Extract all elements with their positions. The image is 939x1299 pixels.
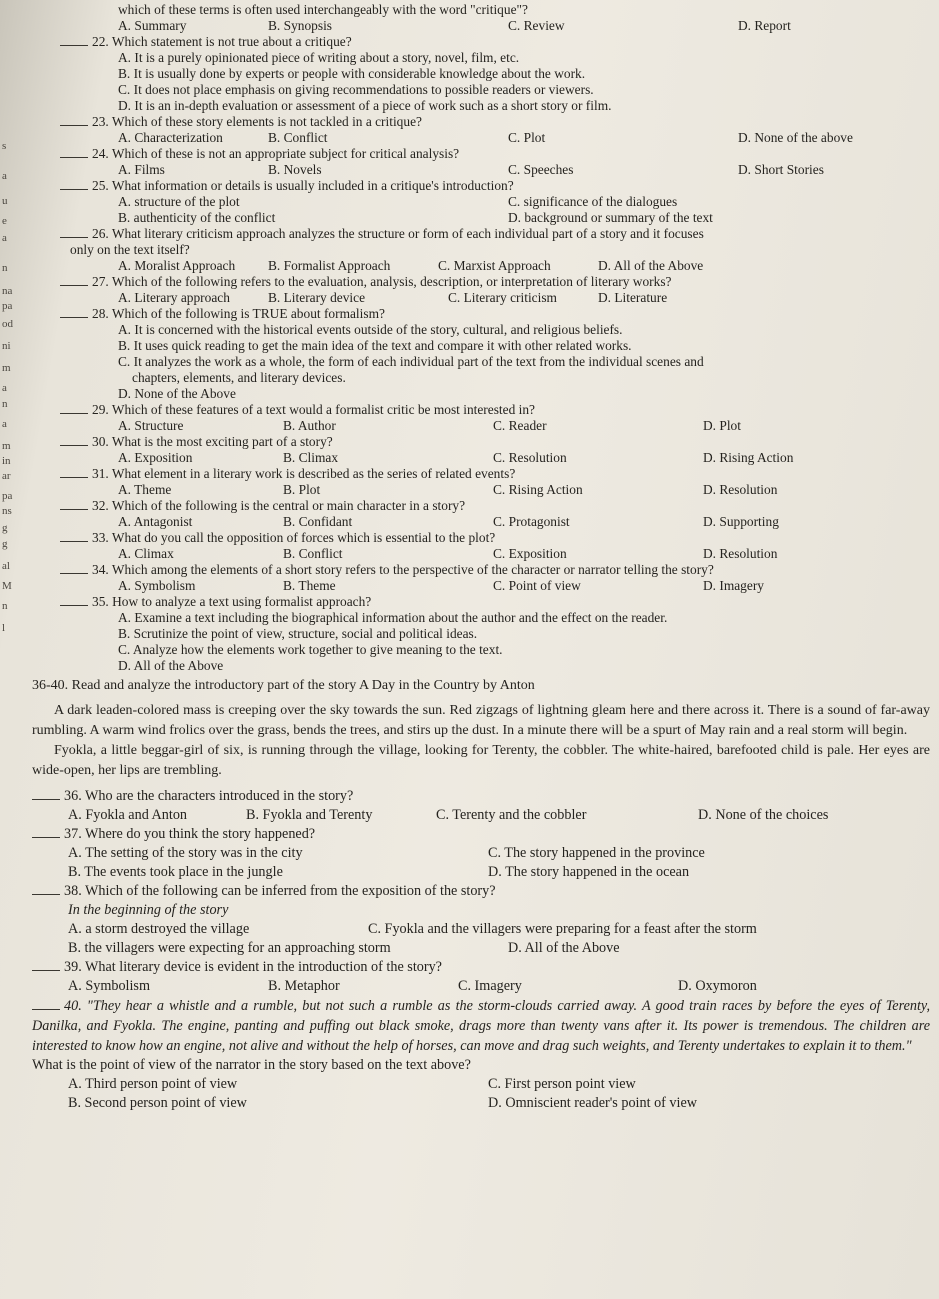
option-c[interactable]: C. Marxist Approach (438, 258, 551, 273)
margin-fragment: g (2, 538, 8, 550)
question-31 (60, 466, 930, 482)
option-a[interactable]: A. structure of the plot (118, 194, 240, 209)
option-d[interactable]: D. All of the Above (598, 258, 704, 273)
option-b[interactable]: B. Confidant (283, 514, 353, 529)
option-c[interactable]: C. Exposition (493, 546, 567, 561)
margin-fragment: a (2, 232, 7, 244)
margin-fragment: a (2, 170, 7, 182)
margin-fragment: M (2, 580, 12, 592)
question-24 (60, 146, 930, 162)
option-a[interactable]: A. Examine a text including the biographical information about the author and the effect on the reader. (118, 610, 668, 625)
answer-blank[interactable] (60, 237, 88, 238)
question-26 (60, 226, 930, 242)
answer-blank[interactable] (60, 157, 88, 158)
question-30-stem: 30. What is the most exciting part of a story? (92, 434, 333, 449)
question-26-stem-cont: only on the text itself? (70, 242, 190, 257)
question-21-stem: which of these terms is often used interchangeably with the word "critique"? (118, 2, 528, 17)
question-39-options (32, 977, 930, 996)
option-a[interactable]: A. Films (118, 162, 165, 177)
option-d[interactable]: D. Resolution (703, 546, 778, 561)
option-c[interactable]: C. Literary criticism (448, 290, 557, 305)
question-39 (32, 958, 930, 977)
margin-fragment: al (2, 560, 10, 572)
option-c[interactable]: C. Resolution (493, 450, 567, 465)
answer-blank[interactable] (60, 125, 88, 126)
answer-blank[interactable] (60, 317, 88, 318)
option-a[interactable]: A. Summary (118, 18, 187, 33)
option-d[interactable]: D. All of the Above (118, 658, 224, 673)
option-a[interactable]: A. Third person point of view (68, 1076, 238, 1092)
answer-blank[interactable] (60, 509, 88, 510)
option-d[interactable]: D. It is an in-depth evaluation or assessment of a piece of work such as a short story or film. (118, 98, 612, 113)
option-b[interactable]: B. The events took place in the jungle (68, 864, 283, 880)
answer-blank[interactable] (60, 541, 88, 542)
question-23-options (60, 130, 930, 146)
option-b[interactable]: B. Metaphor (268, 978, 340, 994)
option-c[interactable]: C. Point of view (493, 578, 581, 593)
option-a[interactable]: A. a storm destroyed the village (68, 921, 250, 937)
question-23 (60, 114, 930, 130)
option-d[interactable]: D. Rising Action (703, 450, 794, 465)
question-38-stem: 38. Which of the following can be inferred from the exposition of the story? (64, 883, 496, 899)
option-c[interactable]: C. First person point view (488, 1076, 636, 1092)
option-a[interactable]: A. Antagonist (118, 514, 193, 529)
answer-blank[interactable] (60, 189, 88, 190)
option-d[interactable]: D. None of the choices (698, 807, 829, 823)
reading-section (32, 676, 930, 1113)
question-33-stem: 33. What do you call the opposition of forces which is essential to the plot? (92, 530, 496, 545)
option-c[interactable]: C. Imagery (458, 978, 522, 994)
option-b[interactable]: B. Author (283, 418, 336, 433)
option-a[interactable]: A. Fyokla and Anton (68, 807, 188, 823)
option-c[interactable]: C. Speeches (508, 162, 574, 177)
answer-blank[interactable] (60, 477, 88, 478)
question-37-options-row1 (32, 844, 930, 863)
question-39-stem: 39. What literary device is evident in the introduction of the story? (64, 959, 442, 975)
option-b[interactable]: B. Conflict (268, 130, 328, 145)
question-40-options-row1 (32, 1075, 930, 1094)
margin-fragment: g (2, 522, 8, 534)
option-b[interactable]: B. It uses quick reading to get the main idea of the text and compare it with other related works. (118, 338, 632, 353)
answer-blank[interactable] (60, 573, 88, 574)
option-d[interactable]: D. None of the above (738, 130, 853, 145)
option-a[interactable]: A. Climax (118, 546, 174, 561)
question-list (32, 2, 930, 1113)
question-35 (60, 594, 930, 610)
passage-heading: 36-40. Read and analyze the introductory part of the story A Day in the Country by Anton (32, 678, 535, 693)
option-d[interactable]: D. Plot (703, 418, 741, 433)
option-c[interactable]: C. Reader (493, 418, 547, 433)
option-b[interactable]: B. Scrutinize the point of view, structure, social and political ideas. (118, 626, 478, 641)
margin-fragment: ns (2, 505, 12, 517)
answer-blank[interactable] (32, 837, 60, 838)
option-d[interactable]: D. Supporting (703, 514, 779, 529)
question-22-stem: 22. Which statement is not true about a critique? (92, 34, 352, 49)
question-40 (32, 996, 930, 1056)
question-27 (60, 274, 930, 290)
question-22 (60, 34, 930, 50)
question-24-stem: 24. Which of these is not an appropriate subject for critical analysis? (92, 146, 460, 161)
answer-blank[interactable] (32, 1009, 60, 1010)
option-a[interactable]: A. Exposition (118, 450, 193, 465)
option-b[interactable]: B. Conflict (283, 546, 343, 561)
margin-fragment: u (2, 195, 8, 207)
answer-blank[interactable] (60, 445, 88, 446)
question-37-options-row2 (32, 863, 930, 882)
margin-fragment: a (2, 418, 7, 430)
question-30 (60, 434, 930, 450)
question-38-options-row2 (32, 939, 930, 958)
option-d[interactable]: D. The story happened in the ocean (488, 864, 690, 880)
passage-paragraph-2: Fyokla, a little beggar-girl of six, is running through the village, looking for Terenty, the cobbler. The white-haired, barefooted child is pale. Her eyes are wide-open, her lips are trembling. (32, 743, 930, 778)
question-21 (60, 2, 930, 18)
question-25-options-row2 (60, 210, 930, 226)
question-33 (60, 530, 930, 546)
question-36-stem: 36. Who are the characters introduced in the story? (64, 788, 354, 804)
option-a[interactable]: A. Literary approach (118, 290, 230, 305)
margin-fragment: a (2, 382, 7, 394)
option-c[interactable]: C. Protagonist (493, 514, 570, 529)
question-27-stem: 27. Which of the following refers to the evaluation, analysis, description, or interpretation of literary works? (92, 274, 672, 289)
option-d[interactable]: D. None of the Above (118, 386, 236, 401)
option-b[interactable]: B. Plot (283, 482, 321, 497)
option-a[interactable]: A. Theme (118, 482, 172, 497)
question-25 (60, 178, 930, 194)
option-d[interactable]: D. All of the Above (508, 940, 620, 956)
question-28-stem: 28. Which of the following is TRUE about formalism? (92, 306, 385, 321)
option-a[interactable]: A. Moralist Approach (118, 258, 236, 273)
question-36 (32, 787, 930, 806)
option-b[interactable]: B. Novels (268, 162, 322, 177)
margin-fragment: od (2, 318, 13, 330)
margin-fragment: e (2, 215, 7, 227)
question-21-options (60, 18, 930, 34)
question-37 (32, 825, 930, 844)
question-40-excerpt: 40. "They hear a whistle and a rumble, but not such a rumble as the storm-clouds carried away. A good train races by before the eyes of Terenty, Danilka, and Fyokla. The engine, panting and puffing out black smoke, drags more than twenty vans after it. Its power is tremendous. The children are interested to know how an engine, not alive and without the help of horses, can move and drag such weights, and Terenty undertakes to explain it to them." (32, 998, 930, 1054)
passage (32, 701, 930, 781)
option-c[interactable]: C. Plot (508, 130, 546, 145)
option-a[interactable]: A. Characterization (118, 130, 223, 145)
question-29-options (60, 418, 930, 434)
question-36-options (32, 806, 930, 825)
question-34-options (60, 578, 930, 594)
option-c[interactable]: C. significance of the dialogues (508, 194, 678, 209)
option-d[interactable]: D. Short Stories (738, 162, 824, 177)
question-24-options (60, 162, 930, 178)
left-margin-fragments (0, 0, 28, 1299)
answer-blank[interactable] (60, 285, 88, 286)
question-25-stem: 25. What information or details is usually included in a critique's introduction? (92, 178, 514, 193)
option-d[interactable]: D. background or summary of the text (508, 210, 713, 225)
option-c[interactable]: C. Terenty and the cobbler (436, 807, 587, 823)
option-b[interactable]: B. Second person point of view (68, 1095, 247, 1111)
question-34 (60, 562, 930, 578)
option-c[interactable]: C. Analyze how the elements work together to give meaning to the text. (118, 642, 503, 657)
question-40-stem: What is the point of view of the narrator in the story based on the text above? (32, 1057, 471, 1073)
option-b[interactable]: B. Literary device (268, 290, 366, 305)
option-b[interactable]: B. Formalist Approach (268, 258, 391, 273)
option-c[interactable]: C. It does not place emphasis on giving recommendations to possible readers or viewers. (118, 82, 594, 97)
question-29-stem: 29. Which of these features of a text would a formalist critic be most interested in? (92, 402, 535, 417)
question-32 (60, 498, 930, 514)
question-34-stem: 34. Which among the elements of a short story refers to the perspective of the character or narrator telling the story? (92, 562, 714, 577)
option-a[interactable]: A. It is concerned with the historical events outside of the story, cultural, and religious beliefs. (118, 322, 623, 337)
option-a[interactable]: A. It is a purely opinionated piece of writing about a story, novel, film, etc. (118, 50, 520, 65)
option-a[interactable]: A. Symbolism (68, 978, 150, 994)
question-31-stem: 31. What element in a literary work is described as the series of related events? (92, 466, 516, 481)
question-40-options-row2 (32, 1094, 930, 1113)
question-35-stem: 35. How to analyze a text using formalist approach? (92, 594, 372, 609)
option-b[interactable]: B. Synopsis (268, 18, 332, 33)
option-c-cont: chapters, elements, and literary devices. (132, 370, 346, 385)
option-d[interactable]: D. Omniscient reader's point of view (488, 1095, 698, 1111)
option-a[interactable]: A. The setting of the story was in the city (68, 845, 303, 861)
answer-blank[interactable] (32, 894, 60, 895)
question-25-options-row1 (60, 194, 930, 210)
question-33-options (60, 546, 930, 562)
option-b[interactable]: B. It is usually done by experts or people with considerable knowledge about the work. (118, 66, 586, 81)
option-a[interactable]: A. Symbolism (118, 578, 196, 593)
option-c[interactable]: C. It analyzes the work as a whole, the form of each individual part of the text from the individual scenes and (118, 354, 704, 369)
option-c[interactable]: C. Rising Action (493, 482, 583, 497)
margin-fragment: ni (2, 340, 11, 352)
question-23-stem: 23. Which of these story elements is not tackled in a critique? (92, 114, 422, 129)
margin-fragment: pa (2, 490, 13, 502)
answer-blank[interactable] (60, 413, 88, 414)
question-31-options (60, 482, 930, 498)
option-c[interactable]: C. Review (508, 18, 565, 33)
question-32-stem: 32. Which of the following is the central or main character in a story? (92, 498, 466, 513)
question-32-options (60, 514, 930, 530)
option-d[interactable]: D. Oxymoron (678, 978, 757, 994)
option-c[interactable]: C. Fyokla and the villagers were preparing for a feast after the storm (368, 921, 757, 937)
margin-fragment: n (2, 262, 8, 274)
option-d[interactable]: D. Resolution (703, 482, 778, 497)
margin-fragment: s (2, 140, 7, 152)
margin-fragment: na (2, 285, 13, 297)
margin-fragment: n (2, 600, 8, 612)
question-27-options (60, 290, 930, 306)
option-c[interactable]: C. The story happened in the province (488, 845, 705, 861)
option-b[interactable]: B. Fyokla and Terenty (246, 807, 373, 823)
question-28 (60, 306, 930, 322)
option-b[interactable]: B. the villagers were expecting for an approaching storm (68, 940, 391, 956)
question-38 (32, 882, 930, 901)
question-26-options (60, 258, 930, 274)
option-d[interactable]: D. Imagery (703, 578, 764, 593)
margin-fragment: pa (2, 300, 13, 312)
answer-blank[interactable] (60, 45, 88, 46)
question-26-stem: 26. What literary criticism approach analyzes the structure or form of each individual part of a story and it focuses (92, 226, 704, 241)
margin-fragment: m (2, 362, 11, 374)
passage-paragraph-1: A dark leaden-colored mass is creeping over the sky towards the sun. Red zigzags of lightning gleam here and there across it. There is a sound of far-away rumbling. A warm wind frolics over the grass, bends the trees, and stirs up the dust. In a minute there will be a spurt of May rain and a real storm will begin. (32, 703, 930, 738)
answer-blank[interactable] (32, 970, 60, 971)
margin-fragment: n (2, 398, 8, 410)
question-30-options (60, 450, 930, 466)
option-d[interactable]: D. Report (738, 18, 791, 33)
question-37-stem: 37. Where do you think the story happened? (64, 826, 316, 842)
margin-fragment: m (2, 440, 11, 452)
margin-fragment: in (2, 455, 11, 467)
option-b[interactable]: B. authenticity of the conflict (118, 210, 276, 225)
question-29 (60, 402, 930, 418)
option-a[interactable]: A. Structure (118, 418, 184, 433)
option-b[interactable]: B. Theme (283, 578, 336, 593)
option-b[interactable]: B. Climax (283, 450, 339, 465)
option-d[interactable]: D. Literature (598, 290, 668, 305)
answer-blank[interactable] (60, 605, 88, 606)
margin-fragment: l (2, 622, 6, 634)
question-38-options-row1 (32, 920, 930, 939)
margin-fragment: ar (2, 470, 11, 482)
question-38-lead: In the beginning of the story (68, 902, 229, 918)
answer-blank[interactable] (32, 799, 60, 800)
